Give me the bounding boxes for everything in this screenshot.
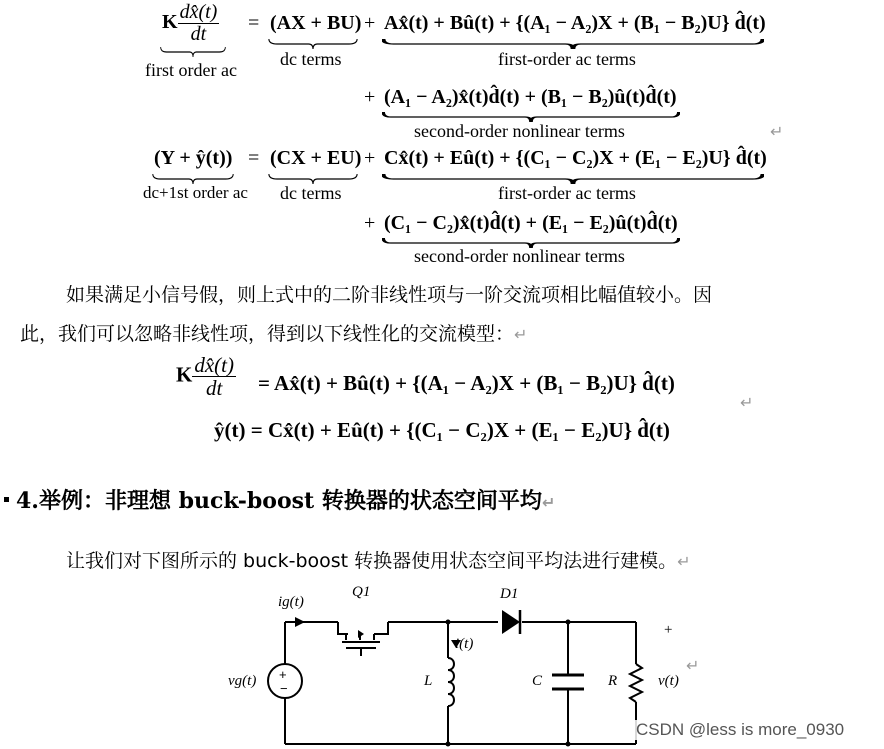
ig-arrow-icon (295, 617, 305, 627)
linear-model-k: K (176, 362, 193, 387)
eq1-plus-1: + (364, 12, 376, 34)
eq2-lhs-label: dc+1st order ac (143, 183, 248, 202)
label-d1: D1 (500, 586, 519, 602)
eq2-dc-term: (CX + EU) (270, 147, 362, 169)
eq1-equals: = (248, 12, 260, 34)
return-mark-3: ↵ (740, 393, 754, 412)
capacitor-c-icon (552, 675, 584, 689)
label-q1: Q1 (352, 584, 371, 600)
eq2-first-order: Cx̂(t) + Eû(t) + {(C₁ − C₂)X + (E₁ − E₂)U} d̂(t) (384, 147, 767, 169)
eq2-equals: = (248, 147, 260, 169)
eq2-second-order-label: second-order nonlinear terms (414, 246, 625, 266)
label-i: i(t) (455, 636, 474, 652)
label-ig: ig(t) (278, 594, 304, 610)
section-heading-text: 4.举例：非理想 buck-boost 转换器的状态空间平均 (16, 488, 542, 514)
return-mark-6: ↵ (686, 656, 700, 675)
label-vg: vg(t) (228, 673, 257, 689)
inductor-l-icon (448, 658, 454, 706)
eq1-lhs-label: first order ac (145, 60, 237, 80)
return-mark-1: ↵ (770, 122, 784, 141)
paragraph-1-line-2-text: 此，我们可以忽略非线性项，得到以下线性化的交流模型： (20, 323, 515, 345)
linear-model-denominator: dt (206, 376, 223, 401)
svg-text:+: + (279, 667, 287, 682)
return-mark-2: ↵ (514, 325, 528, 344)
label-l: L (424, 673, 433, 689)
eq1-first-order: Ax̂(t) + Bû(t) + {(A₁ − A₂)X + (B₁ − B₂)U} d̂(t) (384, 12, 766, 34)
label-plus: + (664, 622, 673, 638)
eq2-plus-2: + (364, 212, 376, 234)
eq1-lhs-k: K (162, 11, 178, 34)
resistor-r-icon (630, 664, 642, 702)
label-r: R (608, 673, 618, 689)
eq1-dc-label: dc terms (280, 49, 342, 69)
eq2-dc-label: dc terms (280, 183, 342, 203)
linear-model-rhs-1: = Ax̂(t) + Bû(t) + {(A₁ − A₂)X + (B₁ − B₂)U} d̂(t) (258, 371, 675, 395)
eq1-dc-term: (AX + BU) (270, 12, 362, 34)
return-mark-4: ↵ (541, 493, 556, 512)
mosfet-q1-icon (338, 622, 388, 656)
eq2-plus-1: + (364, 147, 376, 169)
eq1-plus-2: + (364, 86, 376, 108)
eq1-lhs-denominator: dt (190, 23, 207, 45)
eq2-first-order-label: first-order ac terms (498, 183, 636, 203)
csdn-watermark: CSDN @less is more_0930 (636, 720, 845, 739)
eq1-lhs-numerator: dx̂(t) (179, 1, 218, 23)
label-c: C (532, 673, 543, 689)
eq2-second-order: (C₁ − C₂)x̂(t)d̂(t) + (E₁ − E₂)û(t)d̂(t) (384, 212, 678, 234)
eq1-second-order-label: second-order nonlinear terms (414, 121, 625, 141)
eq2-lhs: (Y + ŷ(t)) (154, 147, 233, 169)
eq1-first-order-label: first-order ac terms (498, 49, 636, 69)
label-v: v(t) (658, 673, 679, 689)
return-mark-5: ↵ (677, 552, 691, 571)
diode-d1-icon (502, 610, 520, 634)
linear-model-numerator: dx̂(t) (194, 353, 234, 377)
paragraph-2-text: 让我们对下图所示的 buck-boost 转换器使用状态空间平均法进行建模。 (66, 550, 678, 572)
svg-text:−: − (280, 681, 288, 696)
linear-model-line-2: ŷ(t) = Cx̂(t) + Eû(t) + {(C₁ − C₂)X + (E₁ − E₂)U} d̂(t) (214, 418, 670, 442)
eq1-second-order: (A₁ − A₂)x̂(t)d̂(t) + (B₁ − B₂)û(t)d̂(t) (384, 86, 677, 108)
paragraph-1-line-1: 如果满足小信号假，则上式中的二阶非线性项与一阶交流项相比幅值较小。因 (66, 284, 713, 306)
